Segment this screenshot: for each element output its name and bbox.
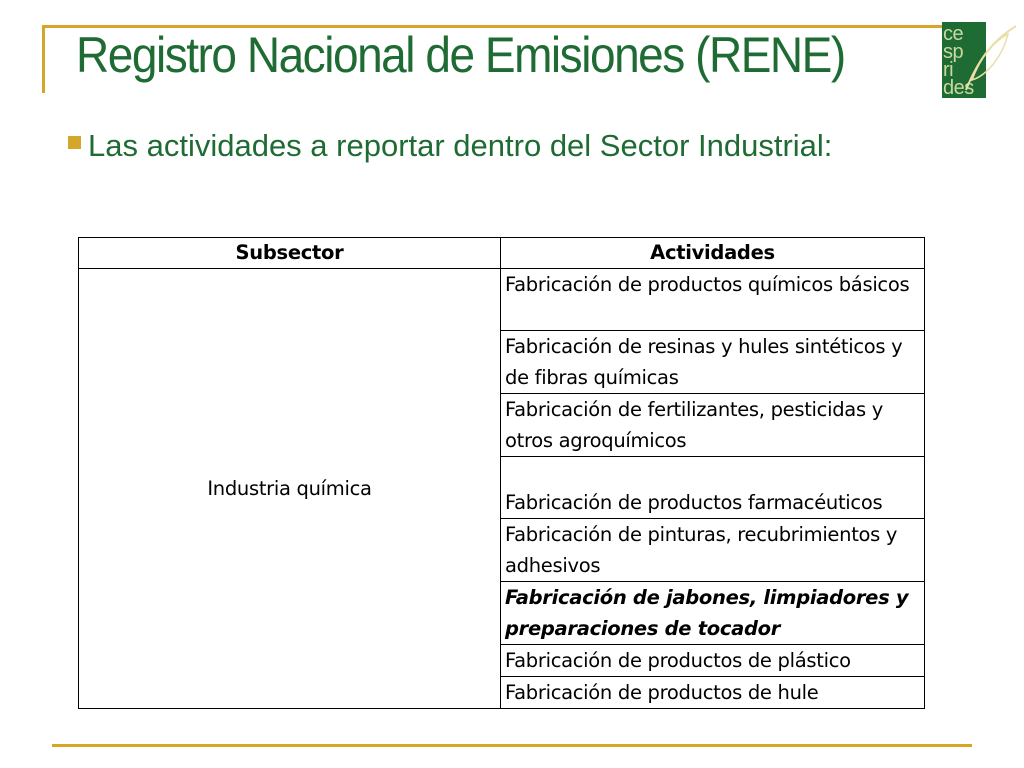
logo-line-1: ce: [943, 23, 964, 45]
activities-table: [78, 237, 925, 709]
slide-title: Registro Nacional de Emisiones (RENE): [76, 27, 845, 83]
logo-line-2: sp: [943, 41, 964, 63]
header-bracket-left: [42, 25, 45, 93]
activity-cell: Fabricación de pinturas, recubrimientos y adhesivos: [501, 519, 925, 582]
activity-cell: Fabricación de productos químicos básicos: [501, 269, 925, 331]
header-actividades: Actividades: [501, 238, 925, 269]
subsector-cell: Industria química: [79, 269, 501, 709]
cespedes-logo: [942, 22, 986, 98]
activity-cell: Fabricación de productos de plástico: [501, 645, 925, 677]
table-row: [79, 269, 925, 331]
bullet-square-icon: [68, 136, 81, 149]
activity-cell: Fabricación de productos de hule: [501, 677, 925, 709]
activity-cell: Fabricación de fertilizantes, pesticidas y otros agroquímicos: [501, 394, 925, 457]
footer-divider: [52, 744, 972, 747]
activity-cell: Fabricación de productos farmacéuticos: [501, 457, 925, 519]
logo-line-4: des: [943, 77, 974, 98]
header-subsector: Subsector: [79, 238, 501, 269]
activity-cell: Fabricación de resinas y hules sintéticos y de fibras químicas: [501, 331, 925, 394]
slide-subtitle: Las actividades a reportar dentro del Sector Industrial:: [88, 128, 833, 163]
activity-cell-highlighted: Fabricación de jabones, limpiadores y preparaciones de tocador: [501, 582, 925, 645]
table-header-row: [79, 238, 925, 269]
logo-line-3: ri: [943, 59, 954, 81]
